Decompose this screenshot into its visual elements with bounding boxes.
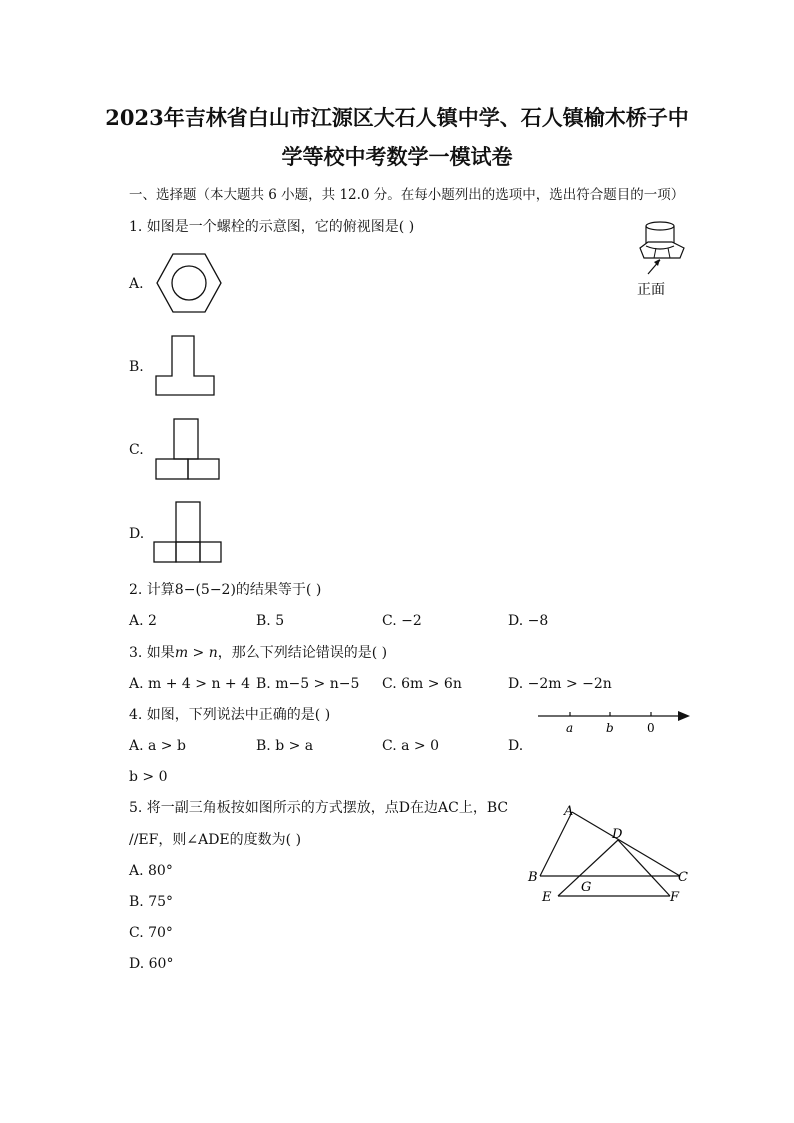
- point-label-g: G: [581, 880, 592, 895]
- q1-option-b-figure: [154, 334, 218, 398]
- tick-label-a: a: [566, 721, 574, 735]
- point-label-c: C: [678, 870, 688, 885]
- q3-stem-math: m > n: [174, 645, 218, 661]
- number-line-figure: [534, 704, 694, 738]
- q3-option-d: D. −2m > −2n: [508, 676, 612, 692]
- q1-option-d: D.: [129, 526, 145, 542]
- q2-option-c: C. −2: [382, 613, 422, 629]
- front-view-label: 正面: [637, 282, 665, 298]
- q2-option-b: B. 5: [256, 613, 285, 629]
- question-1-stem: 1. 如图是一个螺栓的示意图，它的俯视图是( ): [129, 219, 415, 235]
- q3-stem-prefix: 3. 如果: [129, 645, 175, 661]
- point-label-a: A: [564, 804, 574, 819]
- bolt-figure: [628, 214, 698, 300]
- bolt-hex-head: [640, 242, 684, 258]
- q5-option-b: B. 75°: [129, 894, 174, 910]
- point-label-e: E: [542, 890, 552, 905]
- q4-option-c: C. a > 0: [382, 738, 439, 754]
- page-title-line1: 2023年吉林省白山市江源区大石人镇中学、石人镇榆木桥子中: [105, 105, 689, 130]
- q1-option-c: C.: [129, 442, 144, 458]
- q3-option-c: C. 6m > 6n: [382, 676, 462, 692]
- number-line-arrow-icon: [678, 711, 690, 721]
- q1-option-a-figure: [154, 252, 224, 314]
- question-4-stem: 4. 如图，下列说法中正确的是( ): [129, 707, 331, 723]
- q1-option-a: A.: [129, 276, 144, 292]
- triangle-figure: [526, 800, 696, 908]
- question-2-stem: 2. 计算8−(5−2)的结果等于( ): [129, 582, 322, 598]
- point-label-d: D: [612, 827, 623, 842]
- q1-option-c-figure: [154, 417, 222, 481]
- page-title-line2: 学等校中考数学一模试卷: [281, 144, 513, 169]
- point-label-f: F: [670, 890, 680, 905]
- q3-option-b: B. m−5 > n−5: [256, 676, 360, 692]
- q2-option-a: A. 2: [129, 613, 157, 629]
- tick-label-zero: 0: [647, 721, 655, 735]
- point-label-b: B: [528, 870, 538, 885]
- section-heading: 一、选择题（本大题共 6 小题，共 12.0 分。在每小题列出的选项中，选出符合题目的一项）: [129, 187, 685, 203]
- question-5-stem-line2: //EF，则∠ADE的度数为( ): [129, 832, 302, 848]
- q5-option-d: D. 60°: [129, 956, 174, 972]
- q5-option-a: A. 80°: [129, 863, 173, 879]
- q4-option-d: D.: [508, 738, 524, 754]
- q3-option-a: A. m + 4 > n + 4: [129, 676, 251, 692]
- question-5-stem-line1: 5. 将一副三角板按如图所示的方式摆放，点D在边AC上，BC: [129, 800, 509, 816]
- q3-stem-suffix: ，那么下列结论错误的是( ): [217, 645, 388, 661]
- q1-option-d-figure: [152, 500, 224, 564]
- q4-option-b: B. b > a: [256, 738, 314, 754]
- bolt-cylinder-top: [646, 222, 674, 230]
- question-3-stem: [129, 646, 387, 660]
- q2-option-d: D. −8: [508, 613, 549, 629]
- tick-label-b: b: [606, 721, 614, 735]
- q4-option-d-value: b > 0: [129, 769, 168, 785]
- q4-option-a: A. a > b: [129, 738, 186, 754]
- q5-option-c: C. 70°: [129, 925, 173, 941]
- q1-option-b: B.: [129, 359, 144, 375]
